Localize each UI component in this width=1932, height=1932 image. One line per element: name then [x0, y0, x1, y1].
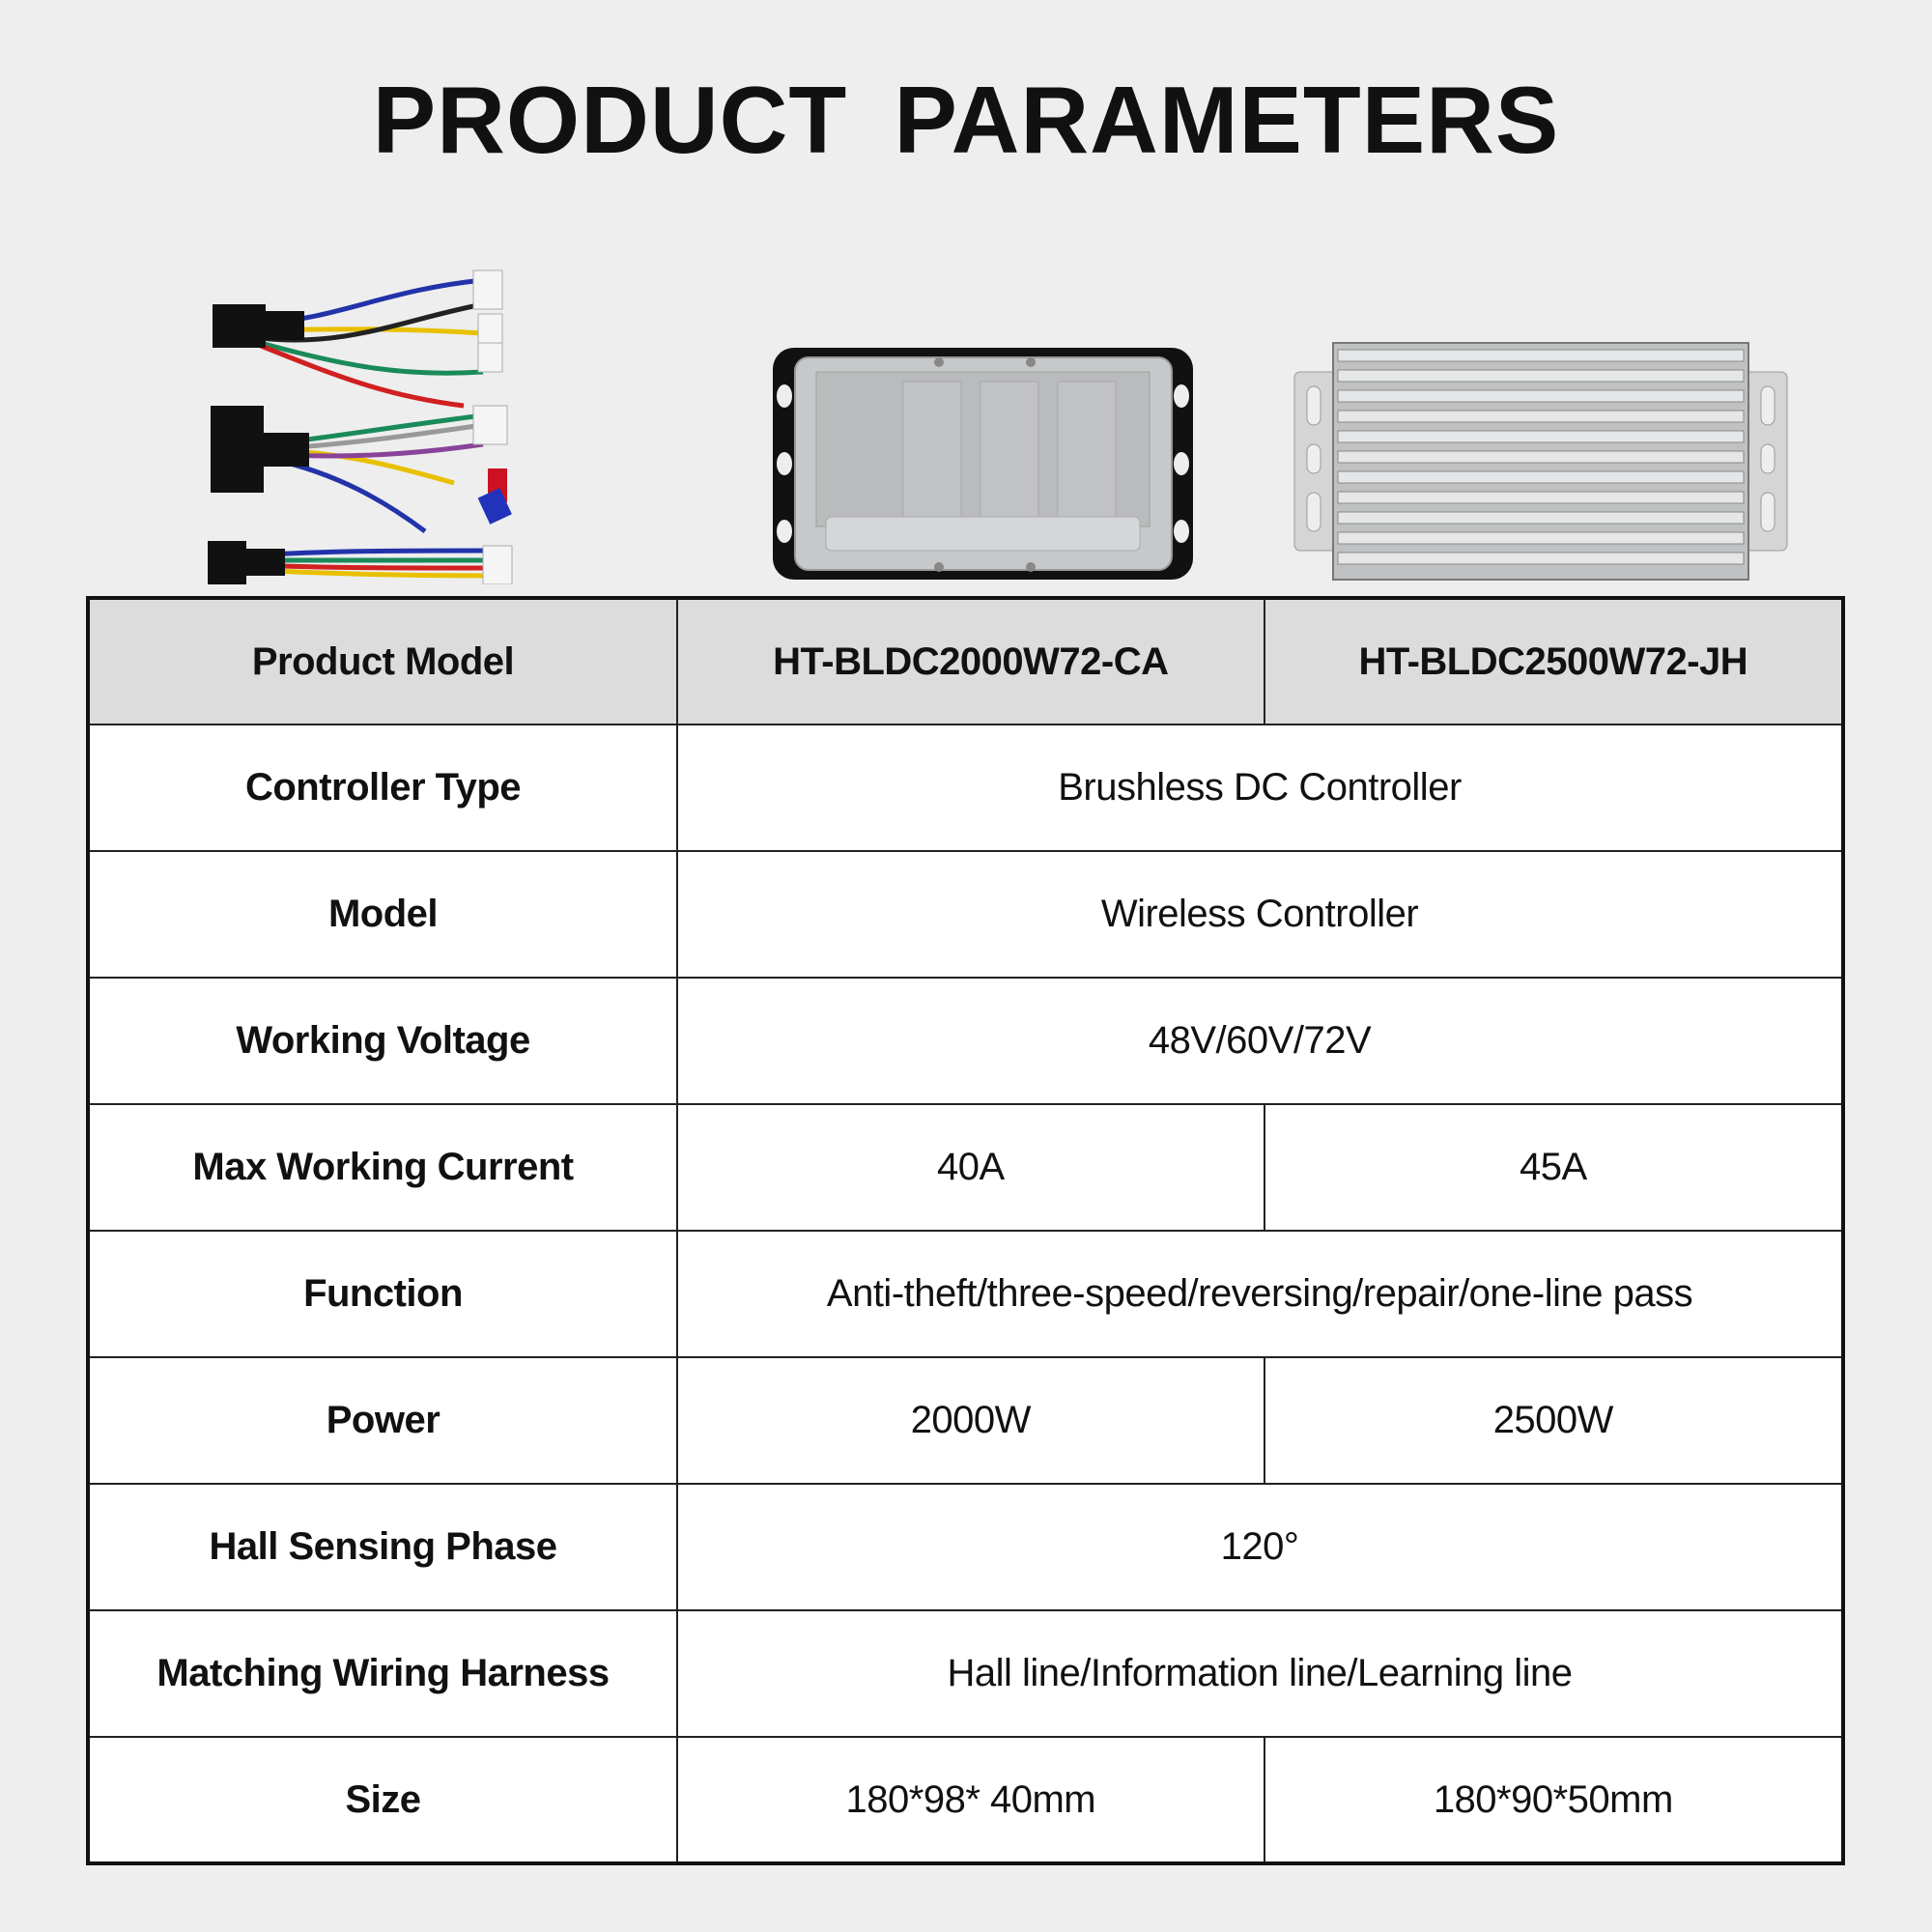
- header-label: Product Model: [88, 598, 677, 724]
- table-row: [88, 1104, 1843, 1231]
- row-value-jh: 180*90*50mm: [1264, 1737, 1843, 1863]
- row-label: Model: [88, 851, 677, 978]
- table-row: [88, 1610, 1843, 1737]
- row-value: 120°: [677, 1484, 1843, 1610]
- row-label: Hall Sensing Phase: [88, 1484, 677, 1610]
- row-value: Brushless DC Controller: [677, 724, 1843, 851]
- row-value-ca: 2000W: [677, 1357, 1264, 1484]
- row-value-jh: 45A: [1264, 1104, 1843, 1231]
- row-value: Hall line/Information line/Learning line: [677, 1610, 1843, 1737]
- row-label: Matching Wiring Harness: [88, 1610, 677, 1737]
- table-row: [88, 1737, 1843, 1863]
- row-value: Wireless Controller: [677, 851, 1843, 978]
- parameters-table: [86, 596, 1845, 1865]
- page-title: PRODUCT PARAMETERS: [372, 67, 1560, 173]
- row-label: Working Voltage: [88, 978, 677, 1104]
- table-row: [88, 1484, 1843, 1610]
- row-label: Power: [88, 1357, 677, 1484]
- row-value: Anti-theft/three-speed/reversing/repair/one-line pass: [677, 1231, 1843, 1357]
- row-label: Size: [88, 1737, 677, 1863]
- header-model-ca: HT-BLDC2000W72-CA: [677, 598, 1264, 724]
- table-row: [88, 851, 1843, 978]
- controller-jh-image: [1290, 338, 1792, 584]
- row-label: Controller Type: [88, 724, 677, 851]
- row-label: Function: [88, 1231, 677, 1357]
- row-value: 48V/60V/72V: [677, 978, 1843, 1104]
- row-value-ca: 180*98* 40mm: [677, 1737, 1264, 1863]
- table-row: [88, 1231, 1843, 1357]
- row-value-ca: 40A: [677, 1104, 1264, 1231]
- wiring-harness-image: [193, 261, 580, 584]
- header-model-jh: HT-BLDC2500W72-JH: [1264, 598, 1843, 724]
- row-label: Max Working Current: [88, 1104, 677, 1231]
- table-row: [88, 978, 1843, 1104]
- table-row: [88, 1357, 1843, 1484]
- controller-ca-image: [768, 343, 1198, 584]
- table-row: [88, 724, 1843, 851]
- row-value-jh: 2500W: [1264, 1357, 1843, 1484]
- table-header-row: [88, 598, 1843, 724]
